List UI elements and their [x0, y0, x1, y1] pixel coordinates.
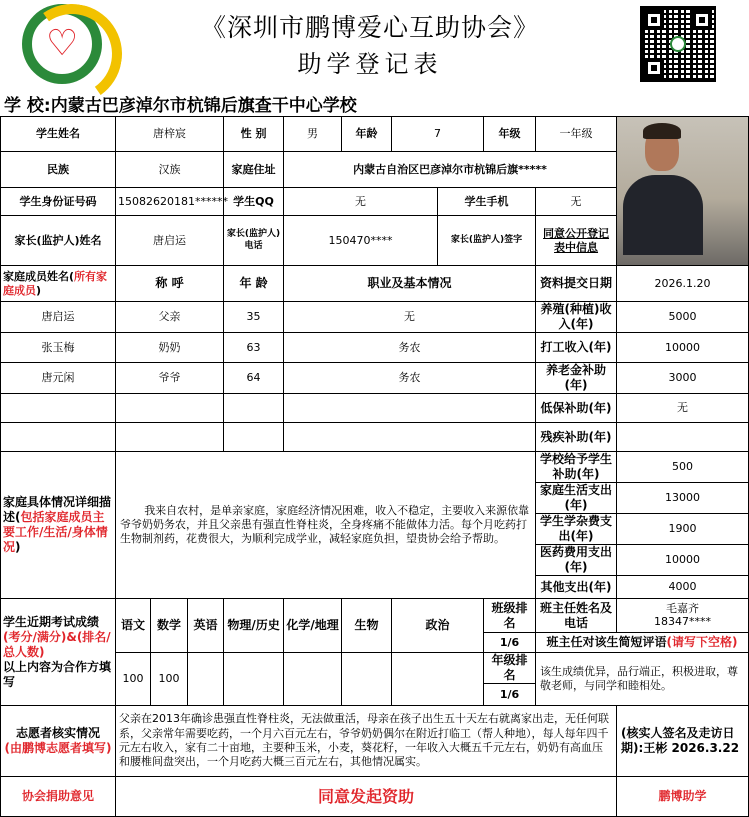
subject-chemistry-geography: 化学/地理: [284, 599, 342, 653]
student-id-value: 15082620181******: [116, 187, 224, 215]
heart-icon: ♡: [46, 23, 79, 64]
opinion-label: 协会捐助意见: [1, 777, 116, 817]
submit-date-label: 资料提交日期: [536, 266, 617, 302]
member-relation-empty: [116, 394, 224, 423]
score-biology: [342, 653, 392, 706]
tuition-label: 学生学杂费支出(年): [536, 514, 617, 545]
subject-chinese: 语文: [116, 599, 151, 653]
grade-rank-label: 年级排名: [484, 653, 536, 684]
member-age-empty: [224, 394, 284, 423]
other-expense-value: 4000: [617, 576, 749, 599]
form-subtitle: 助学登记表: [297, 50, 443, 78]
subject-english: 英语: [188, 599, 224, 653]
member-relation: 奶奶: [116, 333, 224, 363]
pension-value: 3000: [617, 363, 749, 394]
family-age-header: 年 龄: [224, 266, 284, 302]
pension-label: 养老金补助(年): [536, 363, 617, 394]
living-expense-value: 13000: [617, 483, 749, 514]
student-id-label: 学生身份证号码: [1, 187, 116, 215]
medical-value: 10000: [617, 545, 749, 576]
subject-biology: 生物: [342, 599, 392, 653]
ethnic-value: 汉族: [116, 152, 224, 187]
situation-label: 家庭具体情况详细描述(包括家庭成员主要工作/生活/身体情况): [1, 452, 116, 599]
member-name: 唐元闲: [1, 363, 116, 394]
guardian-sign-label: 家长(监护人)签字: [438, 216, 536, 266]
submit-date-value: 2026.1.20: [617, 266, 749, 302]
member-job: 务农: [284, 333, 536, 363]
opinion-value: 同意发起资助: [116, 777, 617, 817]
qq-value: 无: [284, 187, 438, 215]
student-name-label: 学生姓名: [1, 117, 116, 152]
situation-text: 我来自农村，是单亲家庭，家庭经济情况困难，收入不稳定，主要收入来源依靠爷爷奶奶务农，并且父亲患有强直性脊柱炎，全身疼痛不能做体力活。每个月吃药打生物制剂药，花费很大，为顺利完成学业，减轻家庭负担，望贵协会给予帮助。: [116, 452, 536, 599]
comment-label: 班主任对该生简短评语(请写下空格): [536, 633, 749, 653]
school-aid-label: 学校给予学生补助(年): [536, 452, 617, 483]
teacher-info: 毛嘉齐 18347****: [617, 599, 749, 633]
disability-value: [617, 423, 749, 452]
score-physics-history: [224, 653, 284, 706]
address-label: 家庭住址: [224, 152, 284, 187]
member-age-empty: [224, 423, 284, 452]
member-age: 63: [224, 333, 284, 363]
student-name: 唐梓宸: [116, 117, 224, 152]
dibao-label: 低保补助(年): [536, 394, 617, 423]
member-job: 无: [284, 302, 536, 333]
grade-rank-value: 1/6: [484, 684, 536, 706]
gender-label: 性 别: [224, 117, 284, 152]
member-name: 张玉梅: [1, 333, 116, 363]
guardian-phone-label: 家长(监护人)电话: [224, 216, 284, 266]
member-relation: 爷爷: [116, 363, 224, 394]
score-chinese: 100: [116, 653, 151, 706]
farming-income-label: 养殖(种植)收入(年): [536, 302, 617, 333]
gender-value: 男: [284, 117, 342, 152]
member-relation-empty: [116, 423, 224, 452]
member-relation: 父亲: [116, 302, 224, 333]
family-name-header: 家庭成员姓名(所有家庭成员): [1, 266, 116, 302]
score-chemistry-geography: [284, 653, 342, 706]
grade-label: 年级: [484, 117, 536, 152]
other-expense-label: 其他支出(年): [536, 576, 617, 599]
member-job-empty: [284, 423, 536, 452]
tuition-value: 1900: [617, 514, 749, 545]
age-value: 7: [392, 117, 484, 152]
class-rank-value: 1/6: [484, 633, 536, 653]
guardian-sign-value: 同意公开登记表中信息: [536, 216, 617, 266]
organization-name: 鹏博助学: [617, 777, 749, 817]
student-phone-label: 学生手机: [438, 187, 536, 215]
subject-politics: 政治: [392, 599, 484, 653]
subject-math: 数学: [151, 599, 188, 653]
guardian-name-label: 家长(监护人)姓名: [1, 216, 116, 266]
age-label: 年龄: [342, 117, 392, 152]
member-job: 务农: [284, 363, 536, 394]
teacher-comment: 该生成绩优异，品行端正，积极进取，尊敬老师，与同学和睦相处。: [536, 653, 749, 706]
member-name-empty: [1, 394, 116, 423]
address-value: 内蒙古自治区巴彦淖尔市杭锦后旗*****: [284, 152, 617, 187]
member-name-empty: [1, 423, 116, 452]
form-title: 《深圳市鹏博爱心互助协会》: [200, 13, 539, 42]
grade-value: 一年级: [536, 117, 617, 152]
member-job-empty: [284, 394, 536, 423]
farming-income-value: 5000: [617, 302, 749, 333]
qq-label: 学生QQ: [224, 187, 284, 215]
relation-header: 称 呼: [116, 266, 224, 302]
exam-label: 学生近期考试成绩(考分/满分)&(排名/总人数) 以上内容为合作方填写: [1, 599, 116, 706]
registration-table: [0, 116, 749, 817]
ethnic-label: 民族: [1, 152, 116, 187]
association-logo: [22, 4, 102, 84]
student-phone-value: 无: [536, 187, 617, 215]
score-politics: [392, 653, 484, 706]
school-name: 学 校:内蒙古巴彦淖尔市杭锦后旗查干中心学校: [4, 96, 357, 116]
qr-code-icon: [640, 6, 716, 82]
member-age: 64: [224, 363, 284, 394]
guardian-phone-value: 150470****: [284, 216, 438, 266]
header: [0, 0, 728, 88]
volunteer-sign: (核实人签名及走访日期):王彬 2026.3.22: [617, 706, 749, 777]
class-rank-label: 班级排名: [484, 599, 536, 633]
medical-label: 医药费用支出(年): [536, 545, 617, 576]
score-english: [188, 653, 224, 706]
dibao-value: 无: [617, 394, 749, 423]
member-age: 35: [224, 302, 284, 333]
student-photo: [617, 117, 749, 266]
guardian-name-value: 唐启运: [116, 216, 224, 266]
volunteer-label: 志愿者核实情况 (由鹏博志愿者填写): [1, 706, 116, 777]
score-math: 100: [151, 653, 188, 706]
work-income-label: 打工收入(年): [536, 333, 617, 363]
teacher-label: 班主任姓名及电话: [536, 599, 617, 633]
living-expense-label: 家庭生活支出(年): [536, 483, 617, 514]
subject-physics-history: 物理/历史: [224, 599, 284, 653]
school-aid-value: 500: [617, 452, 749, 483]
member-name: 唐启运: [1, 302, 116, 333]
volunteer-text: 父亲在2013年确诊患强直性脊柱炎，无法做重活，母亲在孩子出生五十天左右就离家出走，无任何联系，父亲常年需要吃药，一个月六百元左右，爷爷奶奶偶尔在附近打临工（帮人种地），每人每年四千元左右收入，家有二十亩地，主要种玉米，小麦，葵花籽，一年收入大概五千元左右，奶奶有高血压和腰椎间盘突出，一个月吃药大概三百元左右，其他情况属实。: [116, 706, 617, 777]
work-income-value: 10000: [617, 333, 749, 363]
disability-label: 残疾补助(年): [536, 423, 617, 452]
job-header: 职业及基本情况: [284, 266, 536, 302]
